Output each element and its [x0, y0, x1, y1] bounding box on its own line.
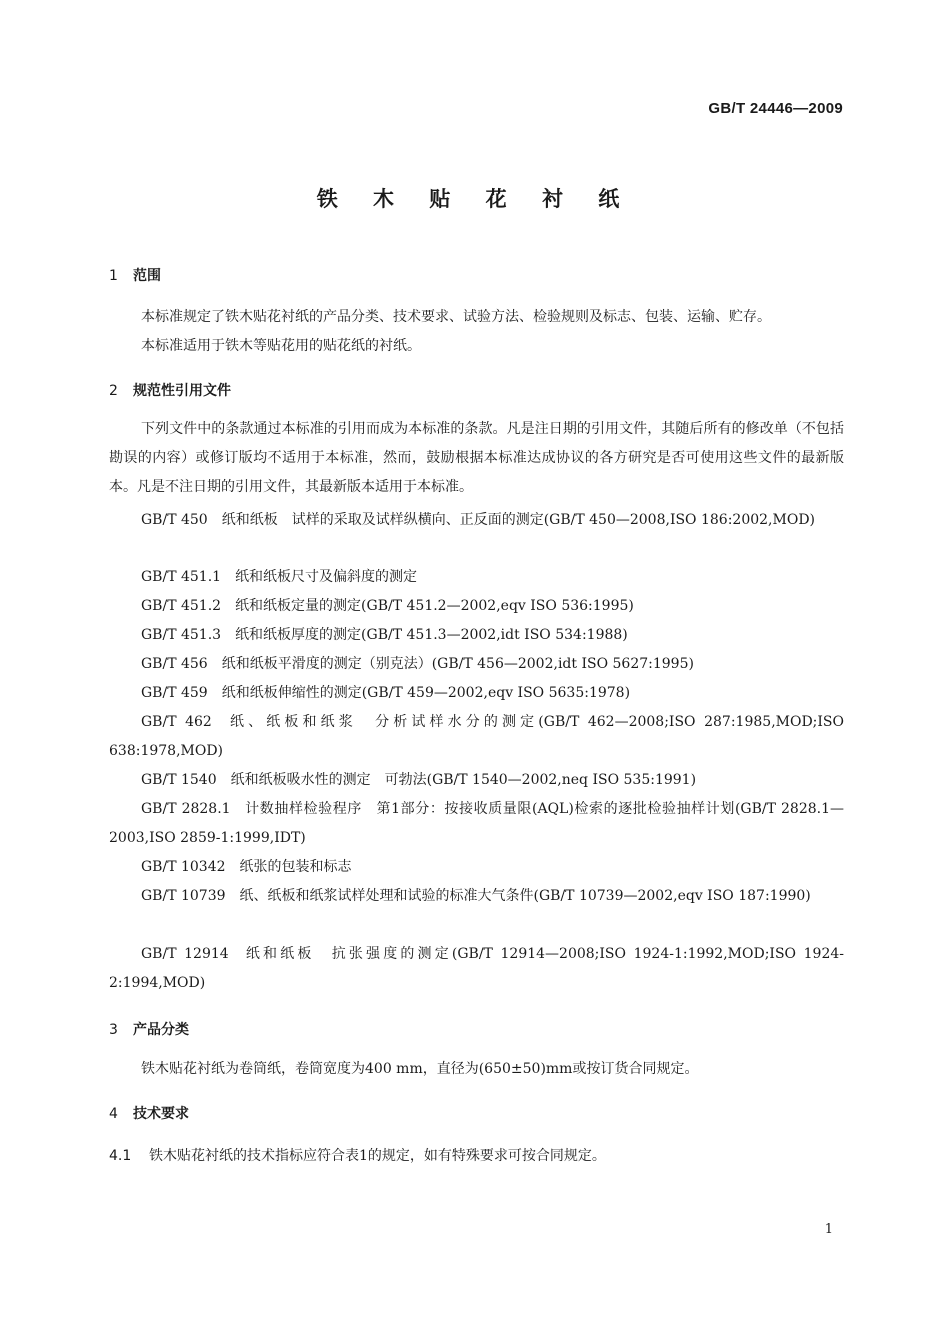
reference-text: 纸和纸板 试样的采取及试样纵横向、正反面的测定(GB/T 450—2008,ISO 186:2002,MOD) — [221, 512, 816, 528]
section-title: 范围 — [133, 268, 161, 284]
section-title: 规范性引用文件 — [133, 383, 231, 399]
scope-paragraph-1: 本标准规定了铁木贴花衬纸的产品分类、技术要求、试验方法、检验规则及标志、包装、运输、贮存。 — [141, 309, 771, 325]
section-number: 3 — [109, 1022, 118, 1038]
reference-item — [109, 506, 844, 535]
section-2-heading — [109, 380, 231, 400]
reference-code: GB/T 1540 — [141, 772, 217, 788]
reference-text: 纸和纸板厚度的测定(GB/T 451.3—2002,idt ISO 534:1988) — [235, 627, 628, 643]
references-intro: 下列文件中的条款通过本标准的引用而成为本标准的条款。凡是注日期的引用文件，其随后所有的修改单（不包括勘误的内容）或修订版均不适用于本标准，然而，鼓励根据本标准达成协议的各方研究是否可使用这些文件的最新版本。凡是不注日期的引用文件，其最新版本适用于本标准。 — [109, 421, 844, 495]
reference-text: 纸和纸板平滑度的测定（别克法）(GB/T 456—2002,idt ISO 5627:1995) — [221, 656, 694, 672]
reference-code: GB/T 451.2 — [141, 598, 222, 614]
reference-code: GB/T 456 — [141, 656, 208, 672]
section-1-heading — [109, 265, 161, 285]
reference-item — [109, 563, 844, 592]
reference-item — [109, 882, 844, 911]
reference-item — [109, 650, 844, 679]
reference-item — [109, 853, 844, 882]
classification-paragraph: 铁木贴花衬纸为卷筒纸，卷筒宽度为400 mm，直径为(650±50)mm或按订货合同规定。 — [141, 1061, 699, 1077]
reference-code: GB/T 10739 — [141, 888, 226, 904]
clause-text: 铁木贴花衬纸的技术指标应符合表1的规定，如有特殊要求可按合同规定。 — [149, 1148, 606, 1164]
reference-item — [109, 621, 844, 650]
scope-paragraph-2: 本标准适用于铁木等贴花用的贴花纸的衬纸。 — [141, 338, 421, 354]
reference-text: 纸和纸板伸缩性的测定(GB/T 459—2002,eqv ISO 5635:1978) — [221, 685, 631, 701]
reference-item — [109, 592, 844, 621]
reference-code: GB/T 450 — [141, 512, 208, 528]
reference-text: 纸和纸板吸水性的测定 可勃法(GB/T 1540—2002,neq ISO 535:1991) — [230, 772, 697, 788]
standard-code: GB/T 24446—2009 — [708, 100, 843, 117]
reference-item — [109, 766, 844, 795]
section-title: 产品分类 — [133, 1022, 189, 1038]
reference-text: 纸和纸板定量的测定(GB/T 451.2—2002,eqv ISO 536:1995) — [235, 598, 634, 614]
reference-item — [109, 708, 844, 766]
section-4-heading — [109, 1103, 189, 1123]
reference-text: 纸和纸板 抗张强度的测定(GB/T 12914—2008;ISO 1924-1:1992,MOD;ISO 1924-2:1994,MOD) — [109, 946, 845, 991]
reference-item — [109, 940, 844, 998]
clause-4-1 — [109, 1145, 606, 1165]
reference-code: GB/T 10342 — [141, 859, 226, 875]
section-number: 2 — [109, 383, 118, 399]
reference-text: 纸、纸板和纸浆 分析试样水分的测定(GB/T 462—2008;ISO 287:1985,MOD;ISO 638:1978,MOD) — [109, 714, 844, 759]
reference-code: GB/T 451.3 — [141, 627, 222, 643]
section-number: 4 — [109, 1106, 118, 1122]
section-title: 技术要求 — [133, 1106, 189, 1122]
page-number: 1 — [824, 1222, 833, 1237]
reference-code: GB/T 12914 — [141, 946, 229, 962]
reference-code: GB/T 459 — [141, 685, 208, 701]
document-title: 铁 木 贴 花 衬 纸 — [316, 187, 634, 211]
reference-item — [109, 795, 844, 853]
clause-number: 4.1 — [109, 1148, 132, 1164]
reference-code: GB/T 451.1 — [141, 569, 222, 585]
reference-text: 纸张的包装和标志 — [239, 859, 352, 875]
reference-code: GB/T 462 — [141, 714, 212, 730]
reference-text: 纸和纸板尺寸及偏斜度的测定 — [235, 569, 418, 585]
reference-text: 计数抽样检验程序 第1部分：按接收质量限(AQL)检索的逐批检验抽样计划(GB/T 2828.1—2003,ISO 2859-1:1999,IDT) — [109, 801, 844, 846]
reference-text: 纸、纸板和纸浆试样处理和试验的标准大气条件(GB/T 10739—2002,eqv ISO 187:1990) — [239, 888, 811, 904]
section-number: 1 — [109, 268, 118, 284]
reference-code: GB/T 2828.1 — [141, 801, 231, 817]
section-3-heading — [109, 1019, 189, 1039]
reference-item — [109, 679, 844, 708]
